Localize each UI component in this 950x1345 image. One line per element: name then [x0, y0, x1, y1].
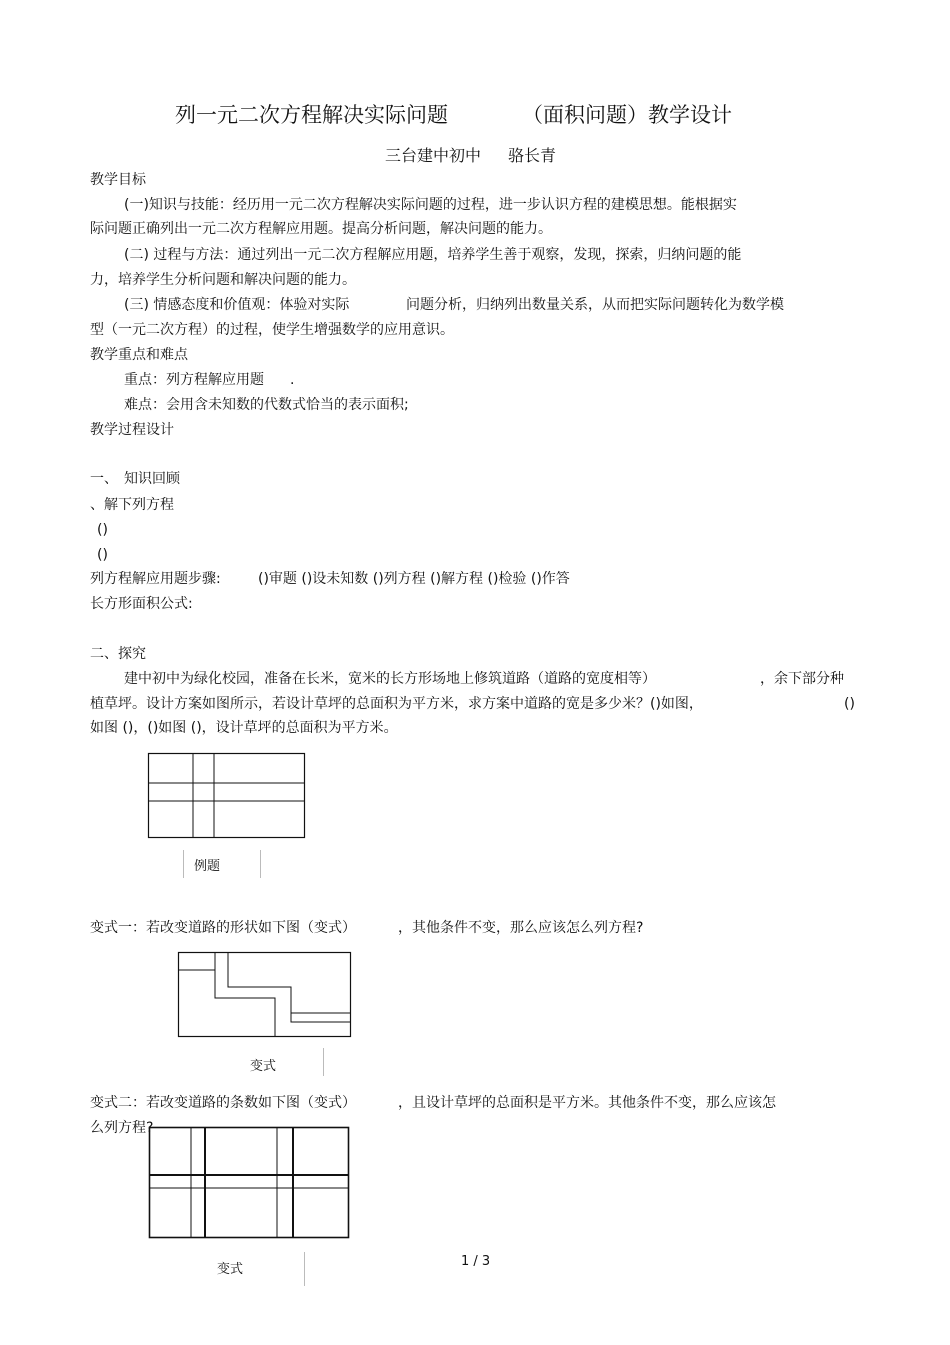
document-title-sub: （面积问题）教学设计	[522, 103, 732, 127]
objective-3-line1b: 问题分析，归纳列出数量关系，从而把实际问题转化为数学模	[406, 297, 784, 313]
explore-p1a: 建中初中为绿化校园，准备在长米，宽米的长方形场地上修筑道路（道路的宽度相等）	[124, 671, 656, 687]
review-steps-label: 列方程解应用题步骤:	[90, 571, 221, 587]
review-solve: 、解下列方程	[90, 497, 174, 513]
review-heading: 知识回顾	[124, 471, 180, 487]
author-school: 三台建中初中	[385, 146, 482, 165]
objective-3-line2: 型（一元二次方程）的过程，使学生增强数学的应用意识。	[90, 322, 454, 338]
variant2-text-a: 变式二：若改变道路的条数如下图（变式）	[90, 1095, 356, 1111]
objectives-heading: 教学目标	[90, 172, 146, 188]
variant2-figure	[149, 1127, 351, 1241]
keypoints-heading: 教学重点和难点	[90, 347, 188, 363]
process-heading: 教学过程设计	[90, 422, 174, 438]
variant1-figure	[178, 952, 353, 1040]
objective-1-line2: 际问题正确列出一元二次方程解应用题。提高分析问题，解决问题的能力。	[90, 221, 552, 237]
review-area-formula: 长方形面积公式:	[90, 596, 193, 612]
keypoint-focus: 重点：列方程解应用题	[124, 372, 264, 388]
explore-p3: 如图 ()，()如图 ()，设计草坪的总面积为平方米。	[90, 720, 398, 736]
caption-divider	[304, 1252, 305, 1286]
review-eq2: ()	[97, 547, 108, 563]
keypoint-focus-end: .	[290, 372, 295, 388]
explore-p2a: 植草坪。设计方案如图所示，若设计草坪的总面积为平方米，求方案中道路的宽是多少米？()如图，	[90, 696, 703, 712]
keypoint-difficulty: 难点：会用含未知数的代数式恰当的表示面积;	[124, 397, 409, 413]
author-name: 骆长青	[508, 146, 557, 165]
review-number: 一、	[90, 471, 118, 487]
caption-divider	[323, 1048, 324, 1076]
review-steps: ()审题 ()设未知数 ()列方程 ()解方程 ()检验 ()作答	[258, 571, 570, 587]
explore-p1b: ，余下部分种	[760, 671, 844, 687]
caption-divider	[260, 850, 261, 878]
caption-divider	[183, 850, 184, 878]
example-figure	[148, 753, 308, 841]
example-figure-caption: 例题	[194, 859, 221, 874]
explore-heading: 二、探究	[90, 646, 146, 662]
explore-p2b: ()	[844, 696, 855, 712]
variant1-figure-caption: 变式	[250, 1059, 277, 1074]
objective-2-line2: 力，培养学生分析问题和解决问题的能力。	[90, 272, 356, 288]
variant1-text-b: ，其他条件不变，那么应该怎么列方程?	[398, 920, 644, 936]
variant2-text-b: ，且设计草坪的总面积是平方米。其他条件不变，那么应该怎	[398, 1095, 776, 1111]
objective-1-line1: (一)知识与技能：经历用一元二次方程解决实际问题的过程，进一步认识方程的建模思想。能根据实	[124, 197, 737, 213]
objective-3-line1a: (三) 情感态度和价值观：体验对实际	[124, 297, 350, 313]
variant2-figure-caption: 变式	[217, 1262, 244, 1277]
objective-2-line1: (二) 过程与方法：通过列出一元二次方程解应用题，培养学生善于观察，发现，探索，归纳问题的能	[124, 247, 742, 263]
page-number: 1 / 3	[461, 1254, 491, 1269]
review-eq1: ()	[97, 522, 108, 538]
variant2-text-c: 么列方程?	[90, 1120, 154, 1136]
document-title-main: 列一元二次方程解决实际问题	[175, 103, 448, 127]
variant1-text-a: 变式一：若改变道路的形状如下图（变式）	[90, 920, 356, 936]
